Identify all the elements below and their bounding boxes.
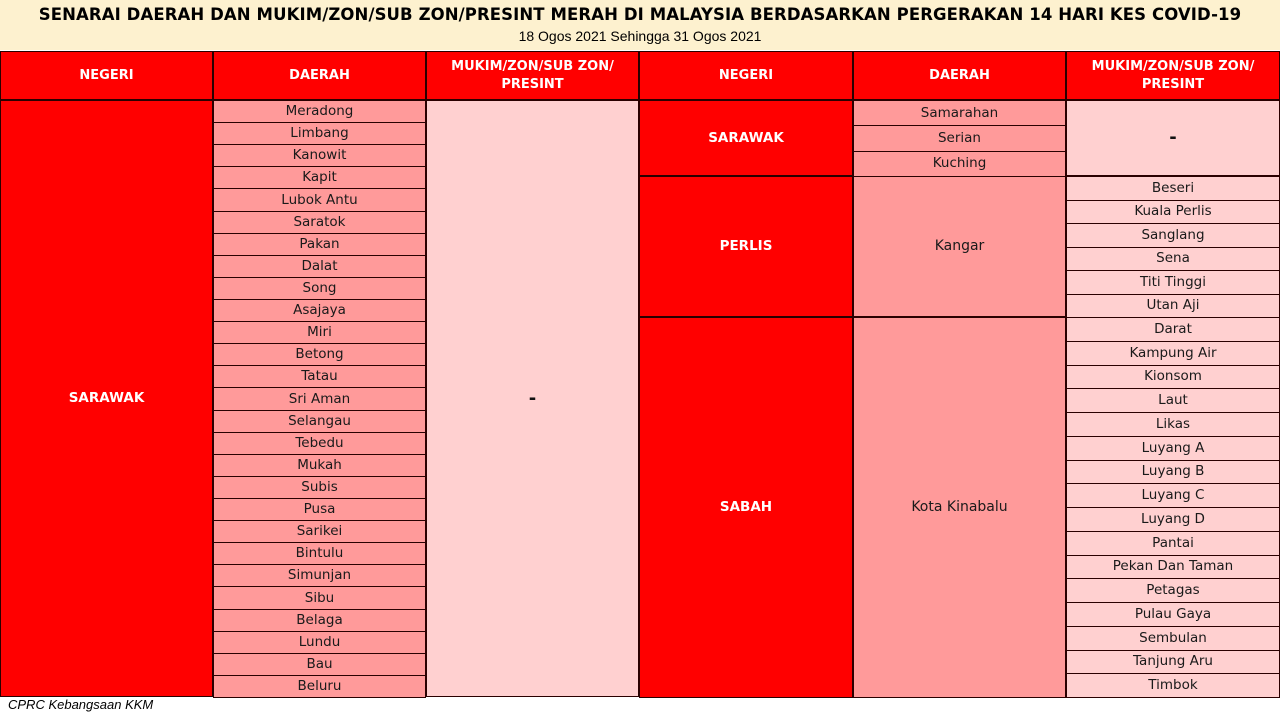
header-daerah-right: DAERAH xyxy=(853,51,1066,100)
district-row: Samarahan xyxy=(853,100,1066,126)
mukim-row: Timbok xyxy=(1066,673,1280,698)
mukim-row: Luyang A xyxy=(1066,436,1280,461)
district-row: Dalat xyxy=(213,255,426,278)
district-row: Subis xyxy=(213,476,426,499)
header-daerah-left: DAERAH xyxy=(213,51,426,100)
district-row: Sri Aman xyxy=(213,387,426,410)
mukim-row: Titi Tinggi xyxy=(1066,270,1280,295)
mukim-row: Pantai xyxy=(1066,531,1280,556)
district-row: Limbang xyxy=(213,122,426,145)
mukim-row: Sembulan xyxy=(1066,626,1280,651)
district-row: Simunjan xyxy=(213,564,426,587)
mukim-row: Luyang B xyxy=(1066,460,1280,485)
district-row: Lundu xyxy=(213,631,426,654)
district-row: Kapit xyxy=(213,166,426,189)
mukim-row: Kuala Perlis xyxy=(1066,200,1280,225)
district-row: Selangau xyxy=(213,410,426,433)
mukim-row: Sanglang xyxy=(1066,223,1280,248)
header-negeri-right: NEGERI xyxy=(639,51,853,100)
mukim-placeholder-left: - xyxy=(426,100,639,697)
mukim-row: Luyang C xyxy=(1066,483,1280,508)
mukim-row: Darat xyxy=(1066,317,1280,342)
district-kangar: Kangar xyxy=(853,176,1066,317)
district-row: Belaga xyxy=(213,609,426,632)
footer-credit: CPRC Kebangsaan KKM xyxy=(8,697,154,712)
district-row: Miri xyxy=(213,321,426,344)
district-row: Bintulu xyxy=(213,542,426,565)
mukim-row: Utan Aji xyxy=(1066,294,1280,319)
district-row: Tatau xyxy=(213,365,426,388)
mukim-row: Tanjung Aru xyxy=(1066,650,1280,675)
district-row: Lubok Antu xyxy=(213,188,426,211)
district-row: Song xyxy=(213,277,426,300)
district-row: Pakan xyxy=(213,233,426,256)
district-row: Beluru xyxy=(213,675,426,698)
mukim-row: Pulau Gaya xyxy=(1066,602,1280,627)
district-row: Saratok xyxy=(213,211,426,234)
district-row: Betong xyxy=(213,343,426,366)
district-row: Mukah xyxy=(213,454,426,477)
district-row: Kanowit xyxy=(213,144,426,167)
date-range-subtitle: 18 Ogos 2021 Sehingga 31 Ogos 2021 xyxy=(518,28,762,44)
header-negeri-left: NEGERI xyxy=(0,51,213,100)
district-row: Meradong xyxy=(213,100,426,123)
mukim-row: Beseri xyxy=(1066,176,1280,201)
mukim-row: Petagas xyxy=(1066,578,1280,603)
mukim-placeholder-right: - xyxy=(1066,100,1280,176)
mukim-row: Laut xyxy=(1066,388,1280,413)
state-sabah: SABAH xyxy=(639,317,853,698)
district-row: Sarikei xyxy=(213,520,426,543)
mukim-row: Kampung Air xyxy=(1066,341,1280,366)
district-row: Bau xyxy=(213,653,426,676)
header-mukim-right: MUKIM/ZON/SUB ZON/ PRESINT xyxy=(1066,51,1280,100)
state-sarawak-left: SARAWAK xyxy=(0,100,213,697)
district-row: Tebedu xyxy=(213,432,426,455)
mukim-row: Kionsom xyxy=(1066,365,1280,390)
state-sarawak-right: SARAWAK xyxy=(639,100,853,176)
state-perlis: PERLIS xyxy=(639,176,853,317)
mukim-row: Pekan Dan Taman xyxy=(1066,555,1280,580)
district-row: Sibu xyxy=(213,586,426,609)
district-row: Kuching xyxy=(853,151,1066,177)
header-mukim-left: MUKIM/ZON/SUB ZON/ PRESINT xyxy=(426,51,639,100)
district-kota-kinabalu: Kota Kinabalu xyxy=(853,317,1066,698)
mukim-row: Likas xyxy=(1066,412,1280,437)
mukim-row: Sena xyxy=(1066,247,1280,272)
district-row: Serian xyxy=(853,125,1066,151)
page-title: SENARAI DAERAH DAN MUKIM/ZON/SUB ZON/PRESINT MERAH DI MALAYSIA BERDASARKAN PERGERAKAN 14 HARI KES COVID-19 xyxy=(38,5,1242,24)
district-row: Pusa xyxy=(213,498,426,521)
mukim-row: Luyang D xyxy=(1066,507,1280,532)
district-row: Asajaya xyxy=(213,299,426,322)
